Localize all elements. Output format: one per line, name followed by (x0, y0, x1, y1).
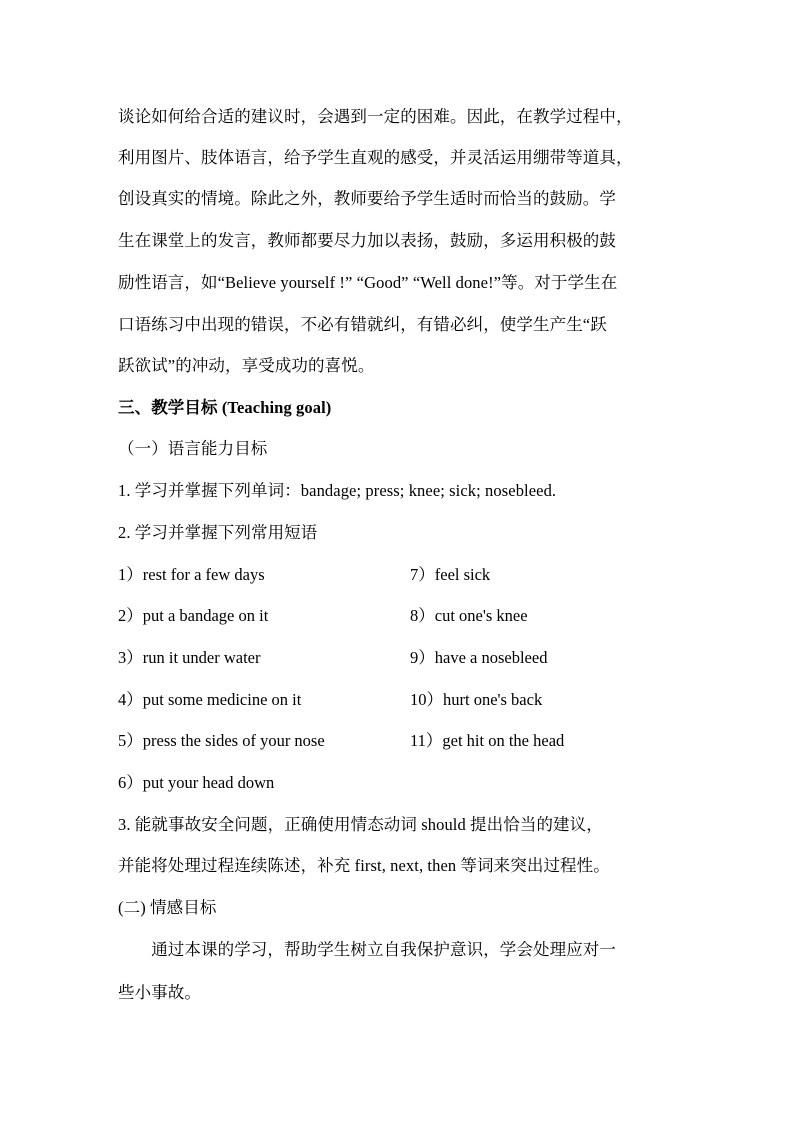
list-item: 2. 学习并掌握下列常用短语 (118, 523, 318, 542)
phrase-item: 11）get hit on the head (410, 731, 565, 750)
phrase-item: 8）cut one's knee (410, 606, 528, 625)
subsection-heading: (二) 情感目标 (118, 898, 217, 917)
phrase-item: 9）have a nosebleed (410, 648, 548, 667)
paragraph-line: 励性语言，如“Believe yourself !” “Good” “Well done!”等。对于学生在 (118, 273, 618, 292)
phrase-item: 7）feel sick (410, 565, 491, 584)
paragraph-line: 生在课堂上的发言，教师都要尽力加以表扬，鼓励，多运用积极的鼓 (118, 231, 616, 250)
section-heading: 三、教学目标 (Teaching goal) (118, 398, 332, 417)
list-item: 3. 能就事故安全问题，正确使用情态动词 should 提出恰当的建议， (118, 815, 603, 834)
phrase-item: 4）put some medicine on it (118, 690, 302, 709)
paragraph-line: 创设真实的情境。除此之外，教师要给予学生适时而恰当的鼓励。学 (118, 189, 616, 208)
paragraph-line: 通过本课的学习，帮助学生树立自我保护意识，学会处理应对一 (118, 940, 616, 959)
phrase-item: 1）rest for a few days (118, 565, 265, 584)
phrase-item: 2）put a bandage on it (118, 606, 269, 625)
paragraph-line: 些小事故。 (118, 983, 201, 1002)
subsection-heading: （一）语言能力目标 (118, 439, 268, 458)
list-item-continuation: 并能将处理过程连续陈述，补充 first, next, then 等词来突出过程性。 (118, 856, 610, 875)
paragraph-line: 口语练习中出现的错误，不必有错就纠，有错必纠，使学生产生“跃 (118, 315, 607, 334)
list-item: 1. 学习并掌握下列单词：bandage; press; knee; sick; nosebleed. (118, 481, 557, 500)
phrase-item: 3）run it under water (118, 648, 261, 667)
phrase-item: 5）press the sides of your nose (118, 731, 325, 750)
phrase-item: 6）put your head down (118, 773, 275, 792)
phrase-item: 10）hurt one's back (410, 690, 543, 709)
paragraph-line: 谈论如何给合适的建议时，会遇到一定的困难。因此，在教学过程中， (118, 107, 633, 126)
paragraph-line: 跃欲试”的冲动，享受成功的喜悦。 (118, 356, 375, 375)
paragraph-line: 利用图片、肢体语言，给予学生直观的感受，并灵活运用绷带等道具， (118, 148, 633, 167)
